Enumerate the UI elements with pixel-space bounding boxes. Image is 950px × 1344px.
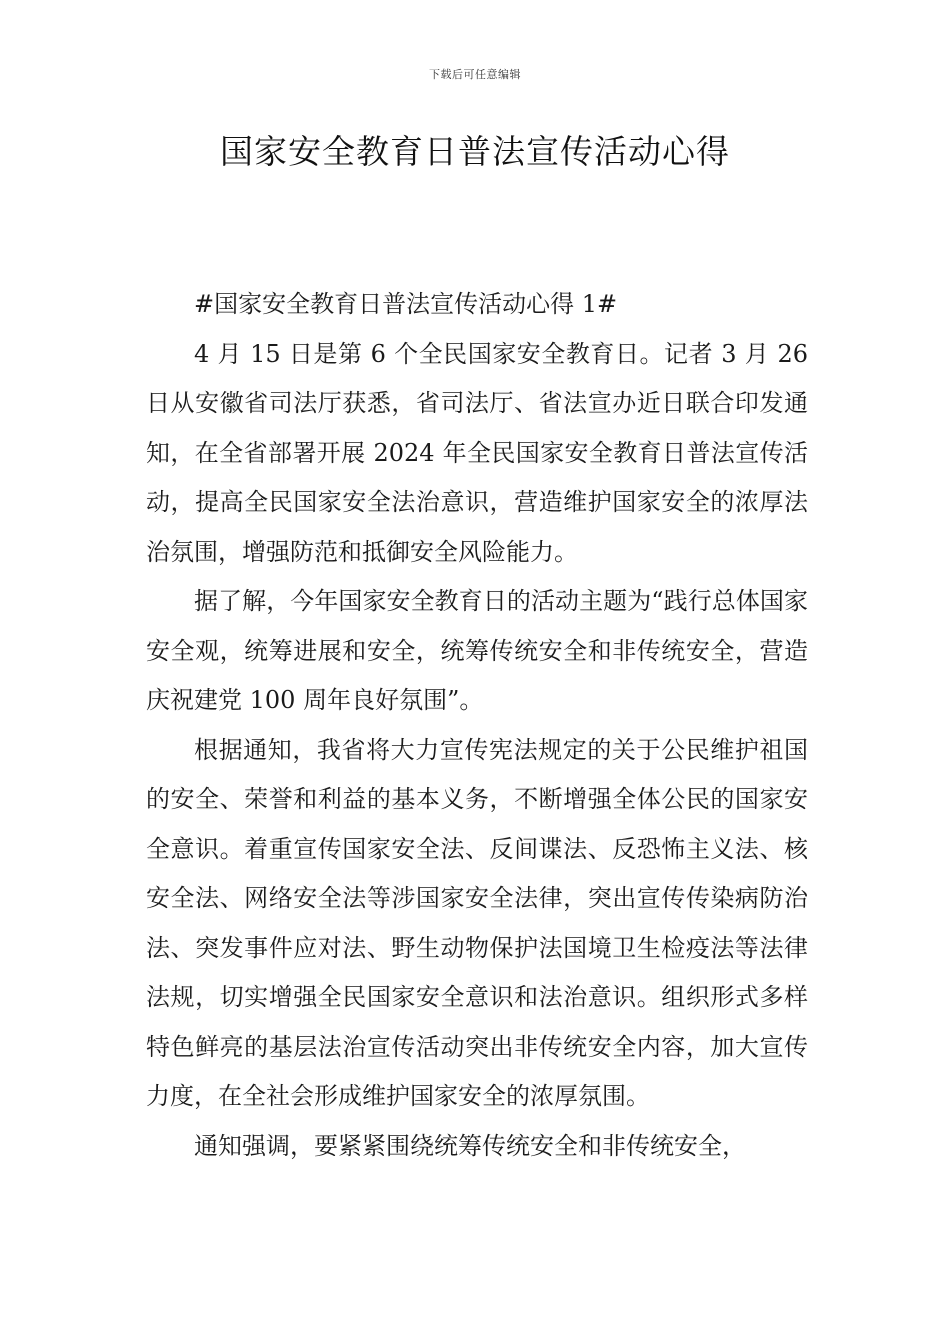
- paragraph: 根据通知，我省将大力宣传宪法规定的关于公民维护祖国的安全、荣誉和利益的基本义务，不断增强全体公民的国家安全意识。着重宣传国家安全法、反间谍法、反恐怖主义法、核安全法、网络安全法等涉国家安全法律，突出宣传传染病防治法、突发事件应对法、野生动物保护法国境卫生检疫法等法律法规，切实增强全民国家安全意识和法治意识。组织形式多样特色鲜亮的基层法治宣传活动突出非传统安全内容，加大宣传力度，在全社会形成维护国家安全的浓厚氛围。: [146, 735, 808, 1110]
- document-body: [146, 280, 808, 1171]
- paragraph-subtitle: #国家安全教育日普法宣传活动心得 1#: [194, 290, 618, 318]
- header-note: 下载后可任意编辑: [429, 68, 521, 81]
- paragraph: 通知强调，要紧紧围绕统筹传统安全和非传统安全，: [194, 1131, 746, 1160]
- paragraph: 4 月 15 日是第 6 个全民国家安全教育日。记者 3 月 26 日从安徽省司法厅获悉，省司法厅、省法宣办近日联合印发通知，在全省部署开展 2024 年全民国家安全教育日普法宣传活动，提高全民国家安全法治意识，营造维护国家安全的浓厚法治氛围，增强防范和抵御安全风险能力。: [146, 339, 808, 566]
- paragraph: 据了解，今年国家安全教育日的活动主题为“践行总体国家安全观，统筹进展和安全，统筹传统安全和非传统安全，营造庆祝建党 100 周年良好氛围”。: [146, 587, 808, 714]
- document-title: 国家安全教育日普法宣传活动心得: [220, 132, 730, 171]
